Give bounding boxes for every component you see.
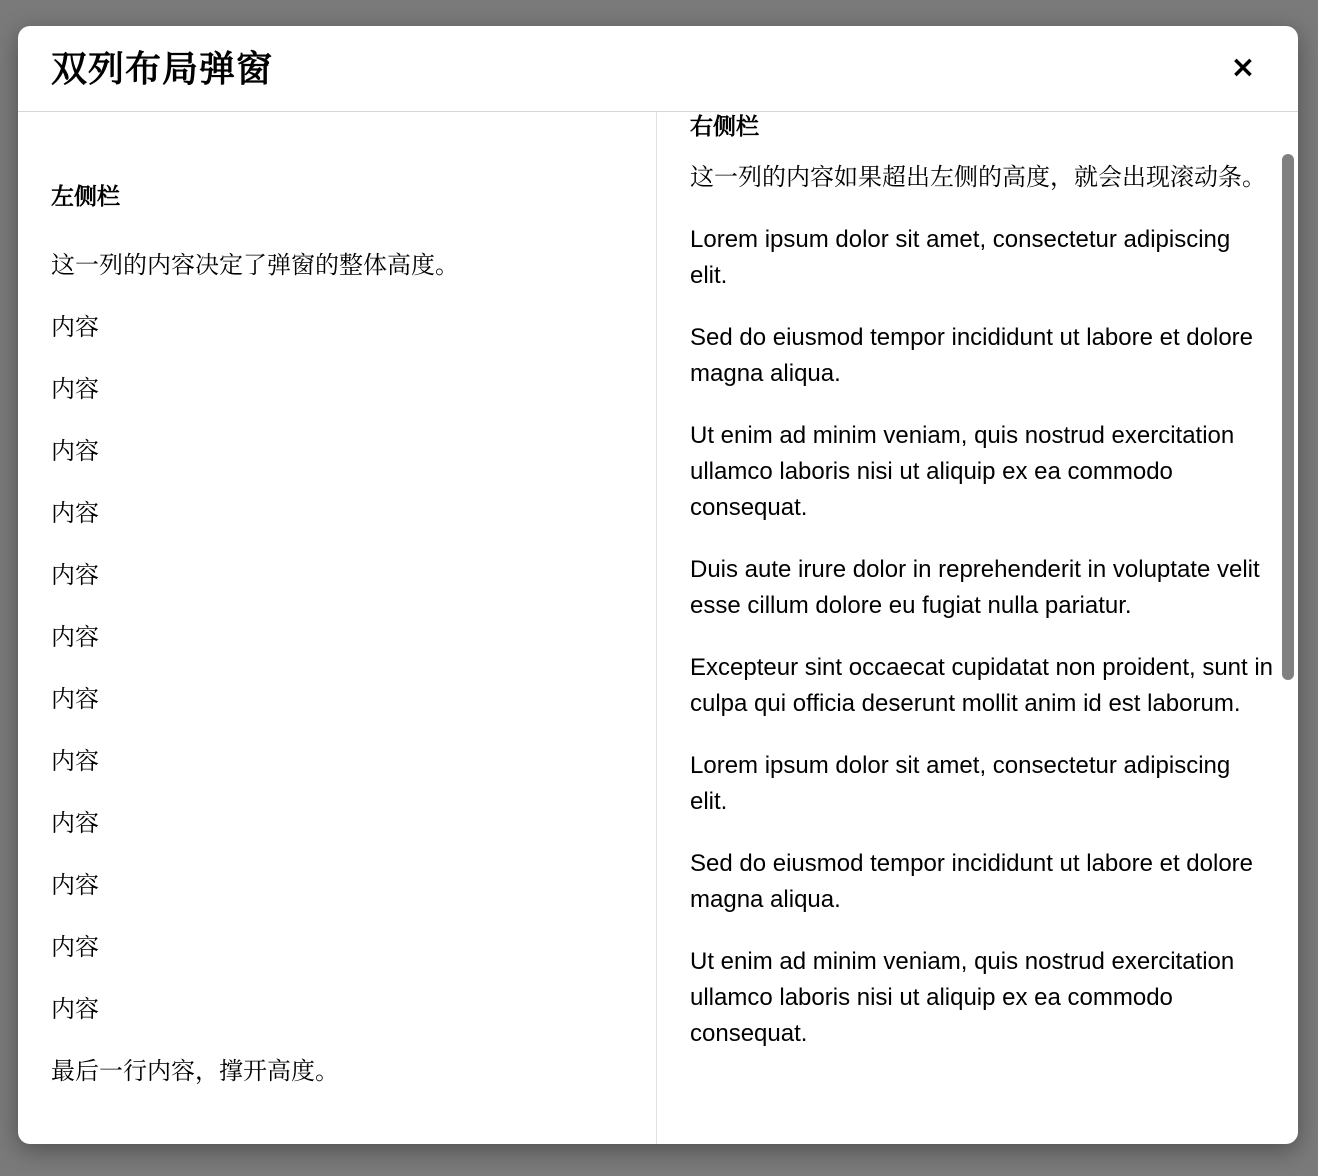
right-column-scroll-area[interactable] [657,112,1298,1144]
list-item: 内容 [51,872,99,899]
right-column-intro: 这一列的内容如果超出左侧的高度，就会出现滚动条。 [690,164,1266,191]
left-column-items [51,310,623,1028]
left-column-intro: 这一列的内容决定了弹窗的整体高度。 [51,252,459,279]
list-item: 内容 [51,748,99,775]
list-item: 内容 [51,934,99,961]
scrollbar-thumb[interactable] [1282,154,1294,680]
left-column-heading: 左侧栏 [51,183,120,209]
close-button[interactable] [1228,50,1258,86]
paragraph: Ut enim ad minim veniam, quis nostrud exercitation ullamco laboris nisi ut aliquip ex ea commodo consequat. [690,948,1235,1047]
list-item: 内容 [51,686,99,713]
modal-header [18,26,1298,112]
list-item: 内容 [51,500,99,527]
right-column-heading: 右侧栏 [690,113,759,139]
list-item: 内容 [51,314,99,341]
paragraph: Lorem ipsum dolor sit amet, consectetur adipiscing elit. [690,752,1231,815]
list-item: 内容 [51,810,99,837]
list-item: 内容 [51,624,99,651]
paragraph: Sed do eiusmod tempor incididunt ut labore et dolore magna aliqua. [690,850,1254,913]
close-icon: × [1230,50,1256,85]
left-column-last-line: 最后一行内容，撑开高度。 [51,1058,339,1085]
list-item: 内容 [51,438,99,465]
paragraph: Lorem ipsum dolor sit amet, consectetur adipiscing elit. [690,226,1231,289]
modal-body [18,112,1298,1144]
scrollbar-track[interactable] [1278,112,1298,1144]
paragraph: Excepteur sint occaecat cupidatat non proident, sunt in culpa qui officia deserunt mollit anim id est laborum. [690,654,1274,717]
paragraph: Ut enim ad minim veniam, quis nostrud exercitation ullamco laboris nisi ut aliquip ex ea commodo consequat. [690,422,1235,521]
left-column [18,112,657,1144]
paragraph: Sed do eiusmod tempor incididunt ut labore et dolore magna aliqua. [690,324,1254,387]
modal-title: 双列布局弹窗 [51,48,274,89]
list-item: 内容 [51,376,99,403]
modal-dialog [18,26,1298,1144]
list-item: 内容 [51,562,99,589]
paragraph: Duis aute irure dolor in reprehenderit in voluptate velit esse cillum dolore eu fugiat nulla pariatur. [690,556,1260,619]
list-item: 内容 [51,996,99,1023]
